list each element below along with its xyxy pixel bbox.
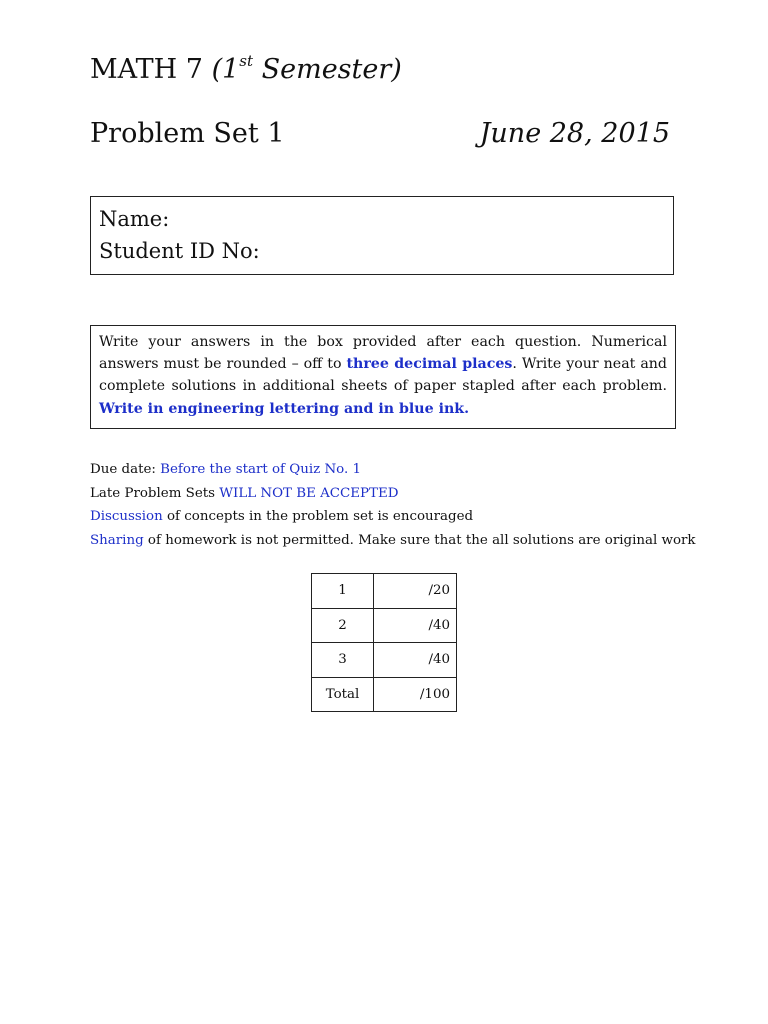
instructions-highlight-decimal: three decimal places [346, 356, 513, 373]
table-row [312, 677, 457, 712]
instructions-highlight-lettering: Write in engineering lettering and in blue ink. [99, 400, 470, 417]
row-label: 1 [312, 574, 374, 609]
row-points: /20 [374, 574, 457, 609]
row-label: Total [312, 677, 374, 712]
discussion-note: Discussion of concepts in the problem set is encouraged [90, 509, 474, 524]
problem-set-header [90, 116, 670, 152]
table-row [312, 643, 457, 678]
late-note: Late Problem Sets WILL NOT BE ACCEPTED [90, 485, 399, 501]
semester-label: (1st Semester) [211, 52, 402, 85]
due-date-header: June 28, 2015 [479, 118, 670, 149]
table-row [312, 608, 457, 643]
student-info-box [90, 196, 674, 275]
score-table [311, 573, 457, 712]
notes-list [90, 458, 710, 552]
row-label: 2 [312, 608, 374, 643]
row-label: 3 [312, 643, 374, 678]
instructions-text-2: . Write your neat and complete solutions in additional sheets of paper stapled after each problem. [99, 356, 668, 395]
table-row [312, 574, 457, 609]
problem-set-title: Problem Set 1 [90, 118, 285, 149]
student-id-label: Student ID No: [99, 239, 260, 263]
name-label: Name: [99, 207, 170, 231]
row-points: /40 [374, 643, 457, 678]
instructions-box [90, 325, 676, 429]
course-name: MATH 7 [90, 54, 203, 85]
course-title [90, 52, 402, 88]
row-points: /100 [374, 677, 457, 712]
instructions-text-1: Write your answers in the box provided after each question. Numerical answers must be rounded – off to [99, 334, 667, 373]
sharing-note: Sharing of homework is not permitted. Make sure that the all solutions are original work [90, 532, 696, 548]
row-points: /40 [374, 608, 457, 643]
due-date-note: Due date: Before the start of Quiz No. 1 [90, 462, 362, 477]
